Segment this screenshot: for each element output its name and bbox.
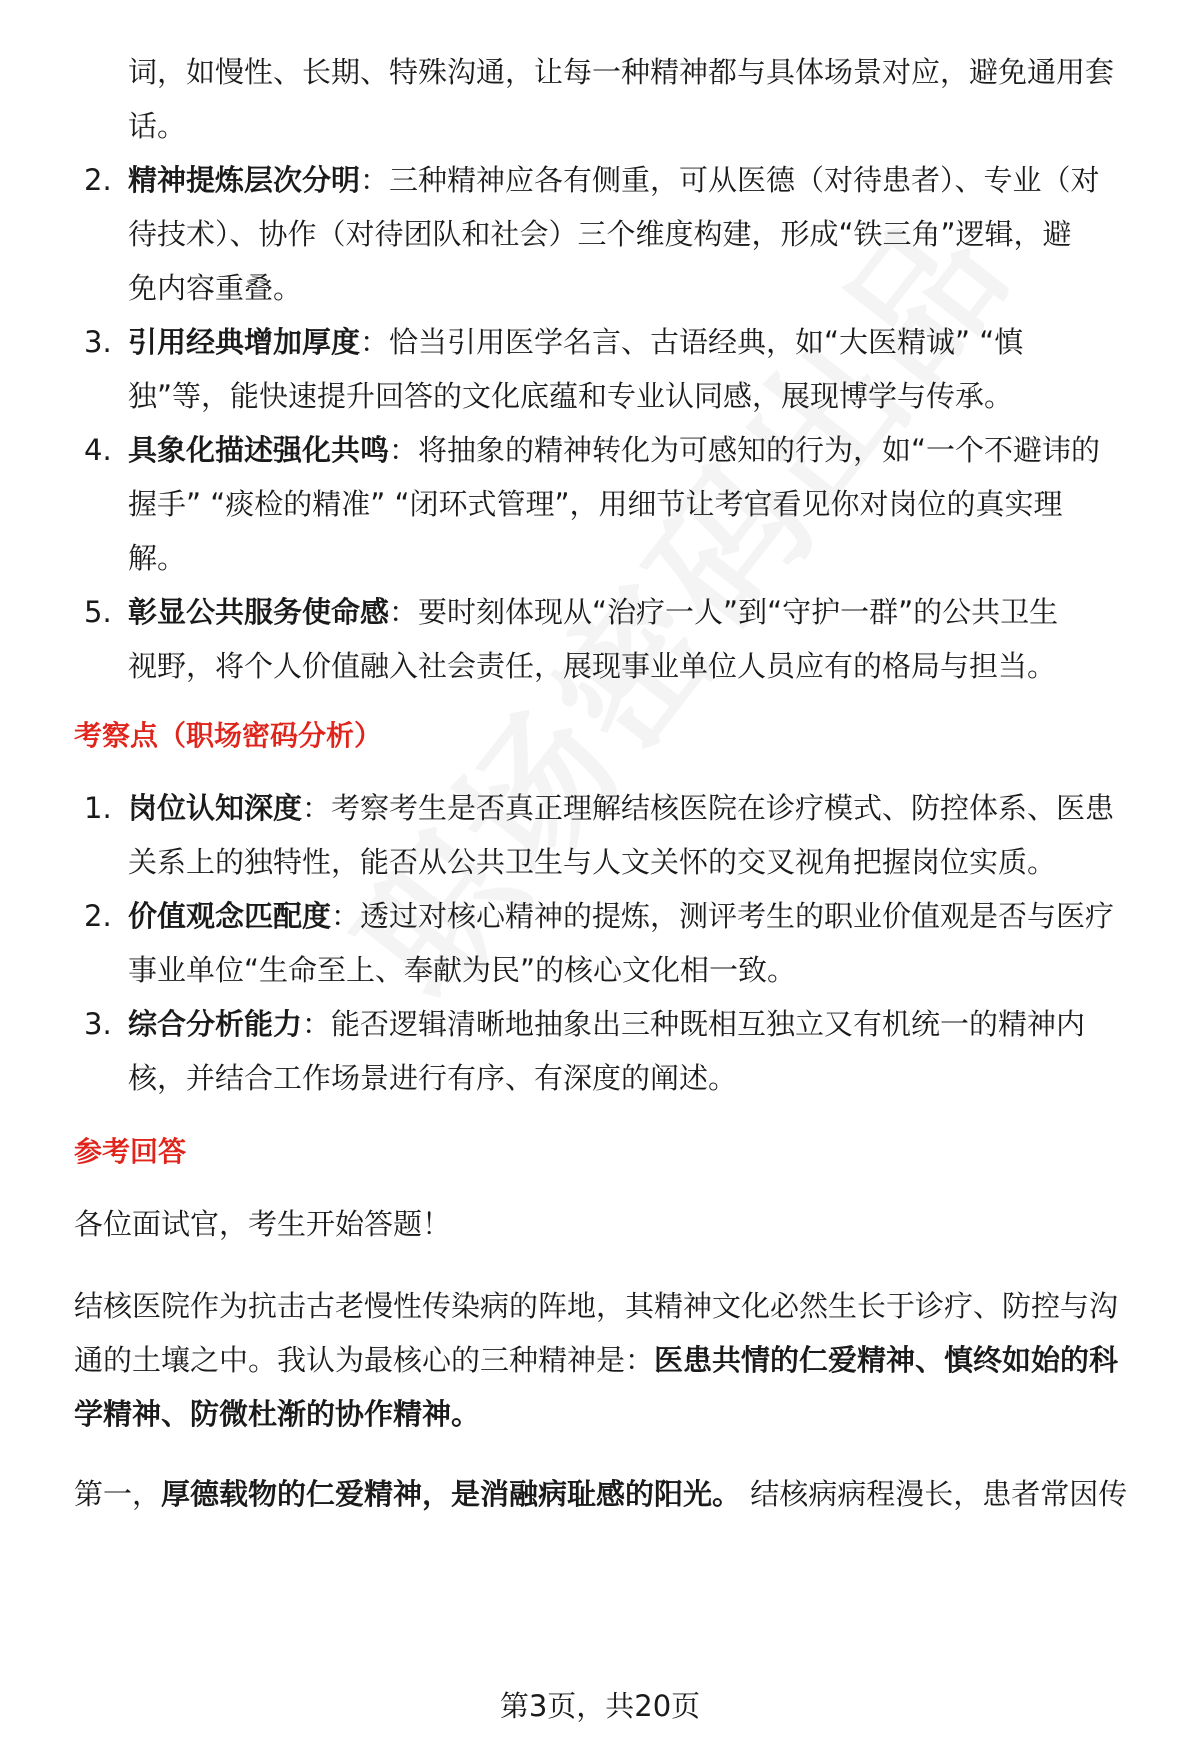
- list-number: 3.: [84, 1007, 112, 1041]
- list-item-title: 综合分析能力: [128, 1007, 303, 1041]
- list-item-text: ：恰当引用医学名言、古语经典，如“大医精诚” “慎: [360, 325, 1024, 359]
- paragraph-text: 通的土壤之中。我认为最核心的三种精神是：: [74, 1343, 655, 1377]
- paragraph-line: [74, 1474, 1127, 1514]
- list-number: 1.: [84, 791, 112, 825]
- list-item-title: 价值观念匹配度: [128, 899, 332, 933]
- list-number: 3.: [84, 325, 112, 359]
- list-item: [84, 160, 1100, 200]
- list-item-title: 具象化描述强化共鸣: [128, 433, 390, 467]
- list-item-text: ：考察考生是否真正理解结核医院在诊疗模式、防控体系、医患: [302, 791, 1115, 825]
- paragraph-emphasis: 医患共情的仁爱精神、慎终如始的科: [654, 1343, 1119, 1377]
- list-item-text: ：透过对核心精神的提炼，测评考生的职业价值观是否与医疗: [331, 899, 1115, 933]
- greeting: 各位面试官，考生开始答题！: [74, 1207, 452, 1241]
- list-item-title: 彰显公共服务使命感: [128, 595, 390, 629]
- list-item-text: 免内容重叠。: [128, 271, 303, 305]
- section-heading-answer: 参考回答: [74, 1135, 187, 1168]
- paragraph-line: [74, 1340, 1118, 1380]
- paragraph-line: [74, 1394, 480, 1434]
- list-item-text: ：要时刻体现从“治疗一人”到“守护一群”的公共卫生: [389, 595, 1059, 629]
- list-item-text: 独”等，能快速提升回答的文化底蕴和专业认同感，展现博学与传承。: [128, 379, 1014, 413]
- intro-line-1: 词，如慢性、长期、特殊沟通，让每一种精神都与具体场景对应，避免通用套: [128, 55, 1115, 89]
- page-footer: 第3页，共20页: [499, 1689, 701, 1723]
- paragraph-text: 第一，: [74, 1477, 162, 1511]
- list-item-text: 解。: [128, 541, 187, 575]
- list-item-text: 关系上的独特性，能否从公共卫生与人文关怀的交叉视角把握岗位实质。: [128, 845, 1057, 879]
- paragraph-emphasis: 厚德载物的仁爱精神，是消融病耻感的阳光。: [161, 1477, 742, 1511]
- list-item: [84, 896, 1114, 936]
- list-item-text: ：能否逻辑清晰地抽象出三种既相互独立又有机统一的精神内: [302, 1007, 1086, 1041]
- list-item: [84, 1004, 1085, 1044]
- list-item-title: 引用经典增加厚度: [128, 325, 361, 359]
- list-item-text: 视野，将个人价值融入社会责任，展现事业单位人员应有的格局与担当。: [128, 649, 1057, 683]
- list-item: [84, 430, 1100, 470]
- paragraph-text: 结核病病程漫长，患者常因传: [741, 1477, 1128, 1511]
- list-item-title: 岗位认知深度: [128, 791, 303, 825]
- list-item-text: ：三种精神应各有侧重，可从医德（对待患者）、专业（对: [360, 163, 1100, 197]
- list-number: 5.: [84, 595, 112, 629]
- section-heading-kaocha: 考察点（职场密码分析）: [74, 719, 383, 752]
- list-number: 2.: [84, 899, 112, 933]
- list-item-text: ：将抽象的精神转化为可感知的行为，如“一个不避讳的: [389, 433, 1101, 467]
- paragraph-line: 结核医院作为抗击古老慢性传染病的阵地，其精神文化必然生长于诊疗、防控与沟: [74, 1289, 1119, 1323]
- list-number: 2.: [84, 163, 112, 197]
- list-item-text: 握手” “痰检的精准” “闭环式管理”，用细节让考官看见你对岗位的真实理: [128, 487, 1063, 521]
- list-item-text: 核，并结合工作场景进行有序、有深度的阐述。: [128, 1061, 738, 1095]
- list-item: [84, 788, 1114, 828]
- paragraph-emphasis: 学精神、防微杜渐的协作精神。: [74, 1397, 481, 1431]
- intro-line-2: 话。: [128, 109, 187, 143]
- list-item-title: 精神提炼层次分明: [128, 163, 361, 197]
- list-number: 4.: [84, 433, 112, 467]
- list-item: [84, 592, 1058, 632]
- list-item: [84, 322, 1023, 362]
- list-item-text: 事业单位“生命至上、奉献为民”的核心文化相一致。: [128, 953, 797, 987]
- list-item-text: 待技术）、协作（对待团队和社会）三个维度构建，形成“铁三角”逻辑，避: [128, 217, 1072, 251]
